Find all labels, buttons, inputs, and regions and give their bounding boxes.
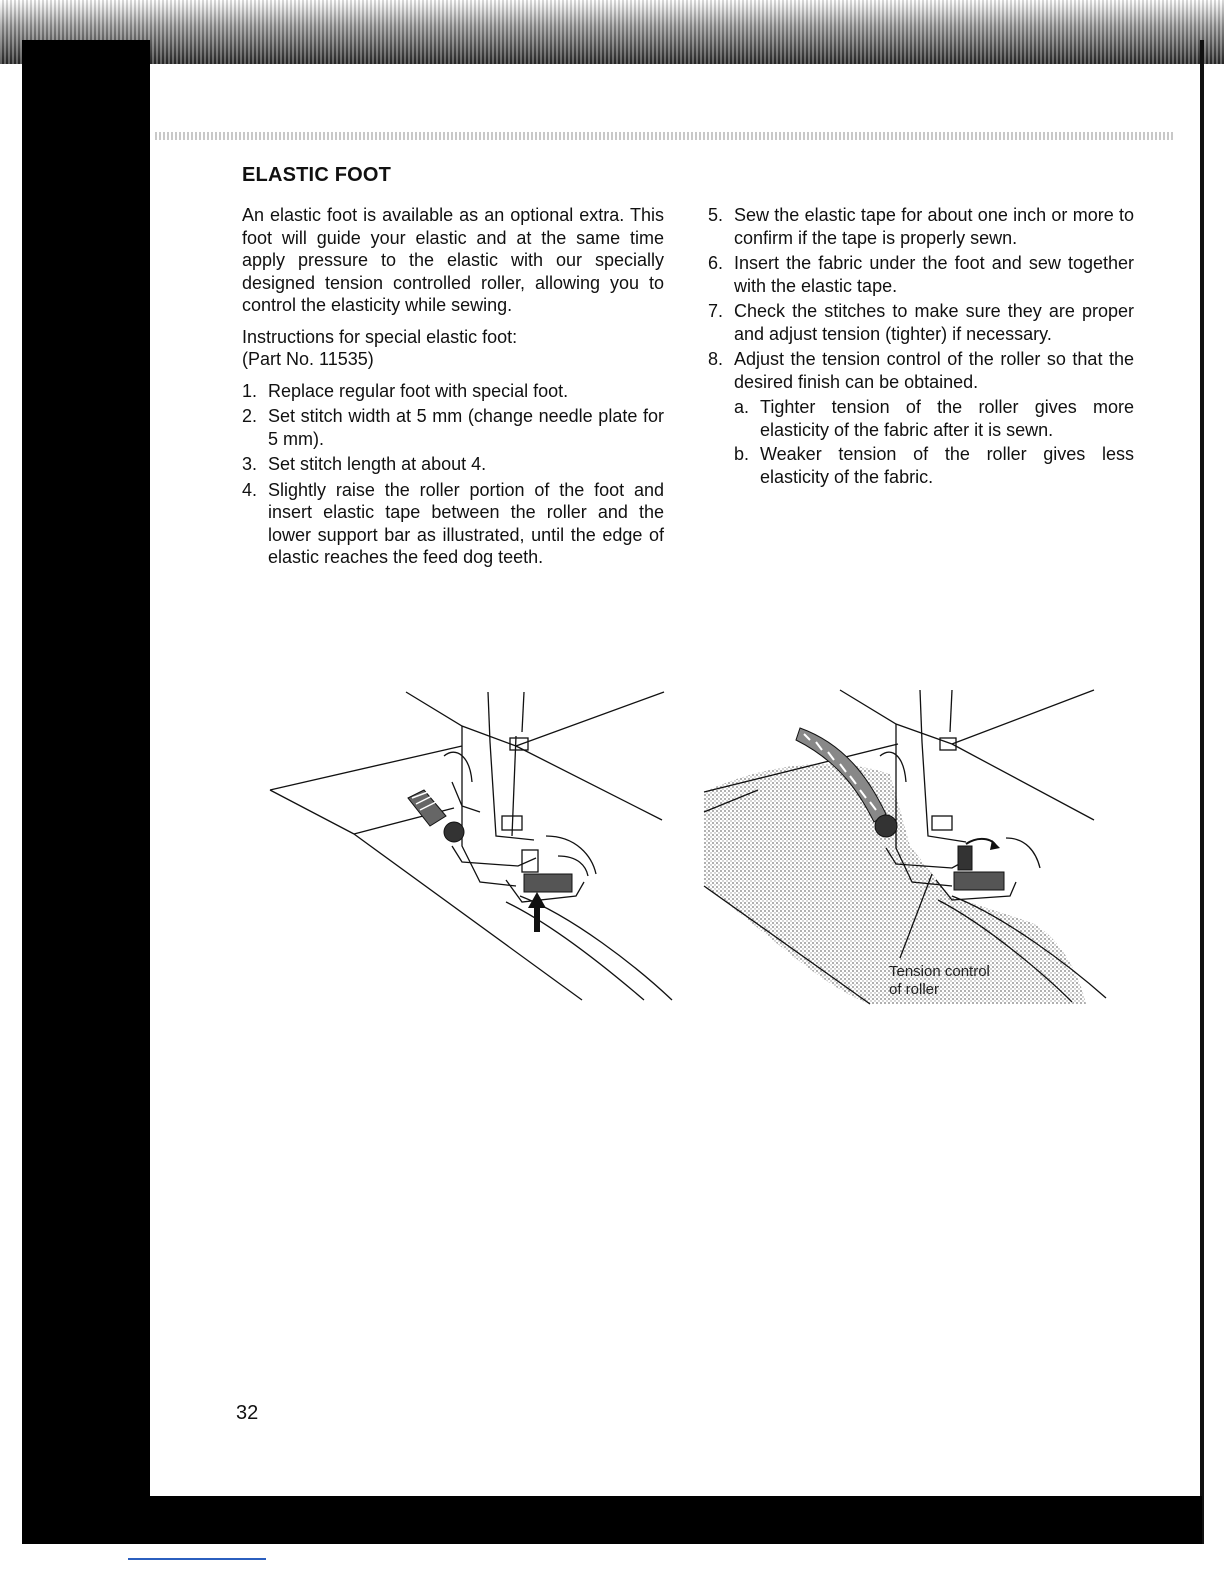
scan-top-band bbox=[0, 0, 1224, 64]
step-item bbox=[242, 405, 664, 450]
scan-bottom-border bbox=[22, 1496, 1202, 1544]
step-text: Adjust the tension control of the roller so that the desired finish can be obtained. bbox=[734, 349, 1134, 392]
right-column bbox=[708, 204, 1134, 490]
tension-control-illustration bbox=[700, 686, 1112, 1006]
intro-paragraph: An elastic foot is available as an optional extra. This foot will guide your elastic and at the same time apply pressure to the elastic with our specially designed tension controlled roller, allowing you to control the elasticity while sewing. bbox=[242, 205, 664, 315]
sub-step-item bbox=[734, 443, 1134, 488]
sub-step-letter: b. bbox=[734, 444, 750, 464]
step-item bbox=[242, 479, 664, 569]
part-number-line: (Part No. 11535) bbox=[242, 349, 374, 369]
step-number: 2. bbox=[242, 406, 258, 426]
step-text: Set stitch width at 5 mm (change needle plate for 5 mm). bbox=[268, 406, 664, 449]
step-item bbox=[242, 453, 664, 476]
step-text: Set stitch length at about 4. bbox=[268, 454, 487, 474]
sub-step-item bbox=[734, 396, 1134, 441]
caption-line: Tension control bbox=[889, 963, 990, 980]
elastic-foot-illustration bbox=[266, 686, 676, 1006]
step-text: Check the stitches to make sure they are proper and adjust tension (tighter) if necessary. bbox=[734, 301, 1134, 344]
step-item bbox=[708, 252, 1134, 297]
sub-step-letter: a. bbox=[734, 397, 750, 417]
step-item bbox=[708, 348, 1134, 393]
step-number: 6. bbox=[708, 253, 724, 273]
step-number: 1. bbox=[242, 380, 258, 401]
step-item bbox=[708, 204, 1134, 249]
sub-step-text: Tighter tension of the roller gives more elasticity of the fabric after it is sewn. bbox=[760, 397, 1134, 440]
scan-right-edge bbox=[1200, 40, 1204, 1544]
step-number: 7. bbox=[708, 301, 724, 321]
step-text: Insert the fabric under the foot and sew together with the elastic tape. bbox=[734, 253, 1134, 296]
step-number: 8. bbox=[708, 349, 724, 369]
scan-left-border bbox=[22, 40, 150, 1544]
section-heading: ELASTIC FOOT bbox=[242, 164, 392, 186]
header-rule bbox=[155, 132, 1175, 140]
instructions-line: Instructions for special elastic foot: bbox=[242, 326, 518, 347]
step-text: Replace regular foot with special foot. bbox=[268, 380, 569, 401]
step-number: 5. bbox=[708, 205, 724, 225]
figure-caption bbox=[889, 963, 990, 999]
sub-step-text: Weaker tension of the roller gives less elasticity of the fabric. bbox=[760, 444, 1134, 487]
page-number: 32 bbox=[236, 1402, 259, 1424]
step-item bbox=[708, 300, 1134, 345]
caption-line: of roller bbox=[889, 981, 940, 998]
step-number: 3. bbox=[242, 454, 258, 474]
step-item bbox=[242, 380, 664, 403]
left-column bbox=[242, 204, 664, 572]
step-number: 4. bbox=[242, 479, 258, 500]
scan-footer-mark bbox=[128, 1558, 266, 1560]
step-text: Sew the elastic tape for about one inch or more to confirm if the tape is properly sewn. bbox=[734, 205, 1134, 248]
step-text: Slightly raise the roller portion of the foot and insert elastic tape between the roller and the lower support bar as illustrated, until the edge of elastic reaches the feed dog teeth. bbox=[268, 479, 664, 567]
